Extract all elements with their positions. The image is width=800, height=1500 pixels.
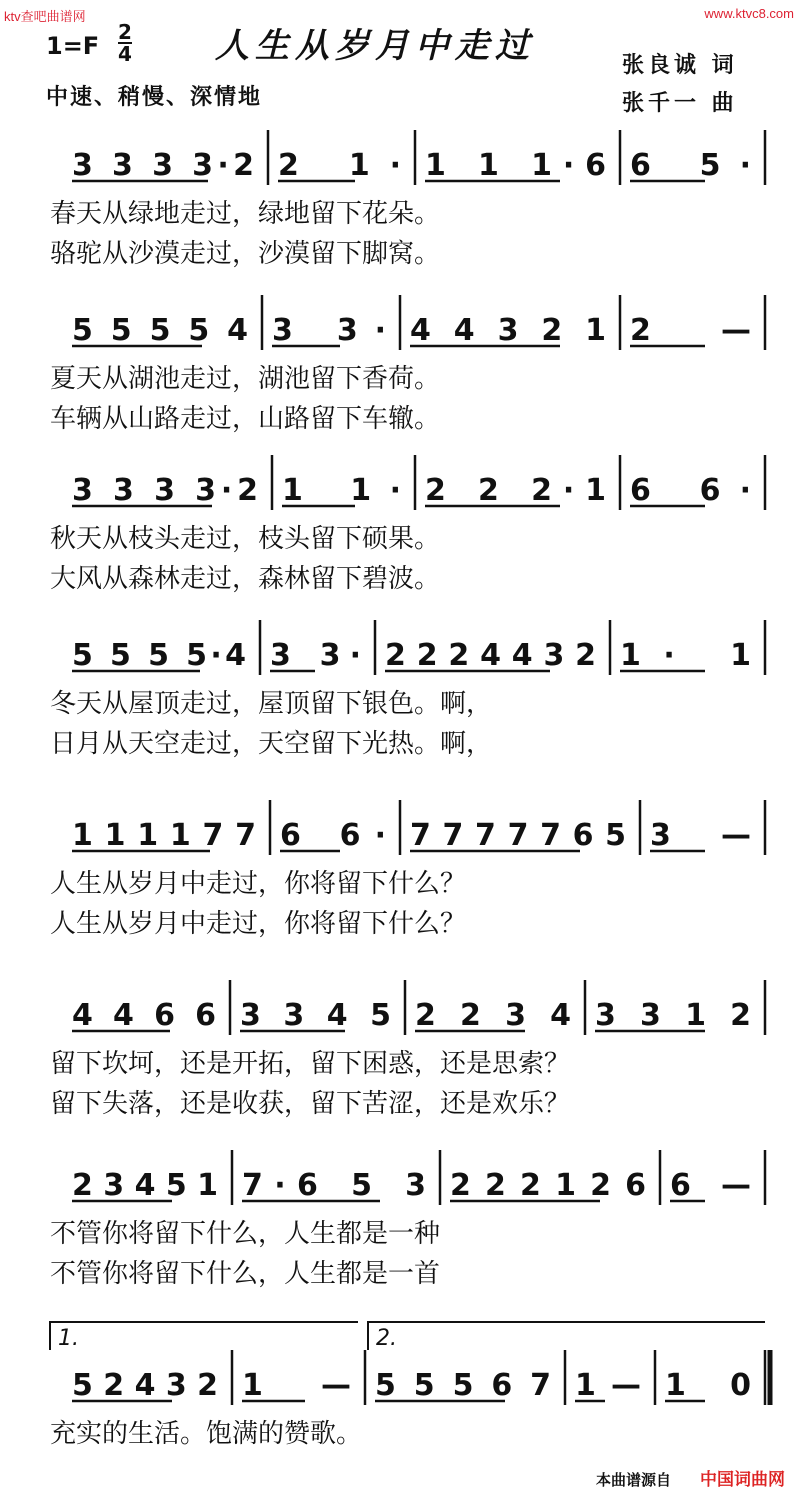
measure-notes: 3 3· <box>270 638 361 673</box>
measure-notes: 6 6· <box>630 473 751 508</box>
lyric-line: 冬天从屋顶走过，屋顶留下银色。啊， <box>50 689 493 719</box>
measure-notes: 1 — <box>242 1368 351 1403</box>
footer-site-name: 中国词曲网 <box>700 1470 785 1490</box>
measure-notes: 5 2 4 3 2 <box>72 1368 218 1403</box>
lyric-line: 日月从天空走过，天空留下光热。啊， <box>50 729 493 759</box>
watermark-left: ktv查吧曲谱网 <box>4 9 86 24</box>
measure-notes: 3 3 3 3·2 <box>72 473 258 508</box>
lyric-line: 秋天从枝头走过，枝头留下硕果。 <box>50 524 441 554</box>
watermark-right: www.ktvc8.com <box>704 6 794 21</box>
measure-notes: 1 1 1·6 <box>425 148 606 183</box>
volta-number: 1. <box>58 1326 79 1351</box>
lyric-line: 充实的生活。饱满的赞歌。 <box>50 1419 363 1449</box>
measure-notes: 5 5 5 5 4 <box>72 313 248 348</box>
lyric-line: 骆驼从沙漠走过，沙漠留下脚窝。 <box>50 239 441 269</box>
lyric-line: 大风从森林走过，森林留下碧波。 <box>50 564 441 594</box>
measure-notes: 1 1 1 1 7 7 <box>72 818 256 853</box>
lyric-line: 人生从岁月中走过，你将留下什么？ <box>50 869 467 899</box>
measure-notes: 1 0 <box>665 1368 751 1403</box>
measure-notes: 7 7 7 7 7 6 5 <box>410 818 626 853</box>
lyric-line: 夏天从湖池走过，湖池留下香荷。 <box>50 364 441 394</box>
key-signature: 1=F <box>46 32 100 60</box>
measure-notes: 2 2 2·1 <box>425 473 606 508</box>
measure-notes: 2 1· <box>278 148 401 183</box>
measure-notes: 1 1· <box>282 473 401 508</box>
measure-notes: 2 — <box>630 313 751 348</box>
measure-notes: 3 3 1 2 <box>595 998 751 1033</box>
measure-notes: 3 — <box>650 818 751 853</box>
song-title: 人生从岁月中走过 <box>215 26 535 66</box>
measure-notes: 2 2 2 4 4 3 2 <box>385 638 596 673</box>
measure-notes: 3 3 4 5 <box>240 998 391 1033</box>
measure-notes: 6 6· <box>280 818 386 853</box>
composer-credit: 张千一 曲 <box>622 91 738 116</box>
measure-notes: 2 2 3 4 <box>415 998 571 1033</box>
measure-notes: 3 3 3 3·2 <box>72 148 254 183</box>
volta-bracket <box>50 1322 358 1350</box>
tempo-marking: 中速、稍慢、深情地 <box>46 85 263 110</box>
lyric-line: 春天从绿地走过，绿地留下花朵。 <box>50 199 441 229</box>
measure-notes: 6 5· <box>630 148 751 183</box>
time-sig-bottom: 4 <box>118 42 132 66</box>
lyric-line: 人生从岁月中走过，你将留下什么？ <box>50 909 467 939</box>
measure-notes: 2 3 4 5 1 <box>72 1168 218 1203</box>
measure-notes: 4 4 6 6 <box>72 998 216 1033</box>
volta-bracket <box>368 1322 765 1350</box>
measure-notes: 7·6 5 3 <box>242 1168 426 1203</box>
measure-notes: 5 5 5 6 7 <box>375 1368 551 1403</box>
measure-notes: 6 — <box>670 1168 751 1203</box>
time-sig-top: 2 <box>118 20 132 44</box>
lyric-line: 不管你将留下什么，人生都是一种 <box>50 1219 441 1249</box>
measure-notes: 4 4 3 2 1 <box>410 313 606 348</box>
measure-notes: 2 2 2 1 2 6 <box>450 1168 646 1203</box>
volta-brackets <box>50 1322 765 1351</box>
lyric-line: 车辆从山路走过，山路留下车辙。 <box>50 404 441 434</box>
volta-number: 2. <box>376 1326 397 1351</box>
lyric-line: 留下失落，还是收获，留下苦涩，还是欢乐？ <box>50 1089 571 1119</box>
footer-source-label: 本曲谱源自 <box>596 1471 672 1489</box>
measure-notes: 3 3· <box>272 313 386 348</box>
measure-notes: 1· 1 <box>620 638 751 673</box>
measure-notes: 5 5 5 5·4 <box>72 638 246 673</box>
lyric-line: 不管你将留下什么，人生都是一首 <box>50 1259 441 1289</box>
measure-notes: 1 — <box>575 1368 641 1403</box>
lyric-line: 留下坎坷，还是开拓，留下困惑，还是思索？ <box>50 1049 571 1079</box>
lyricist-credit: 张良诚 词 <box>622 53 738 78</box>
